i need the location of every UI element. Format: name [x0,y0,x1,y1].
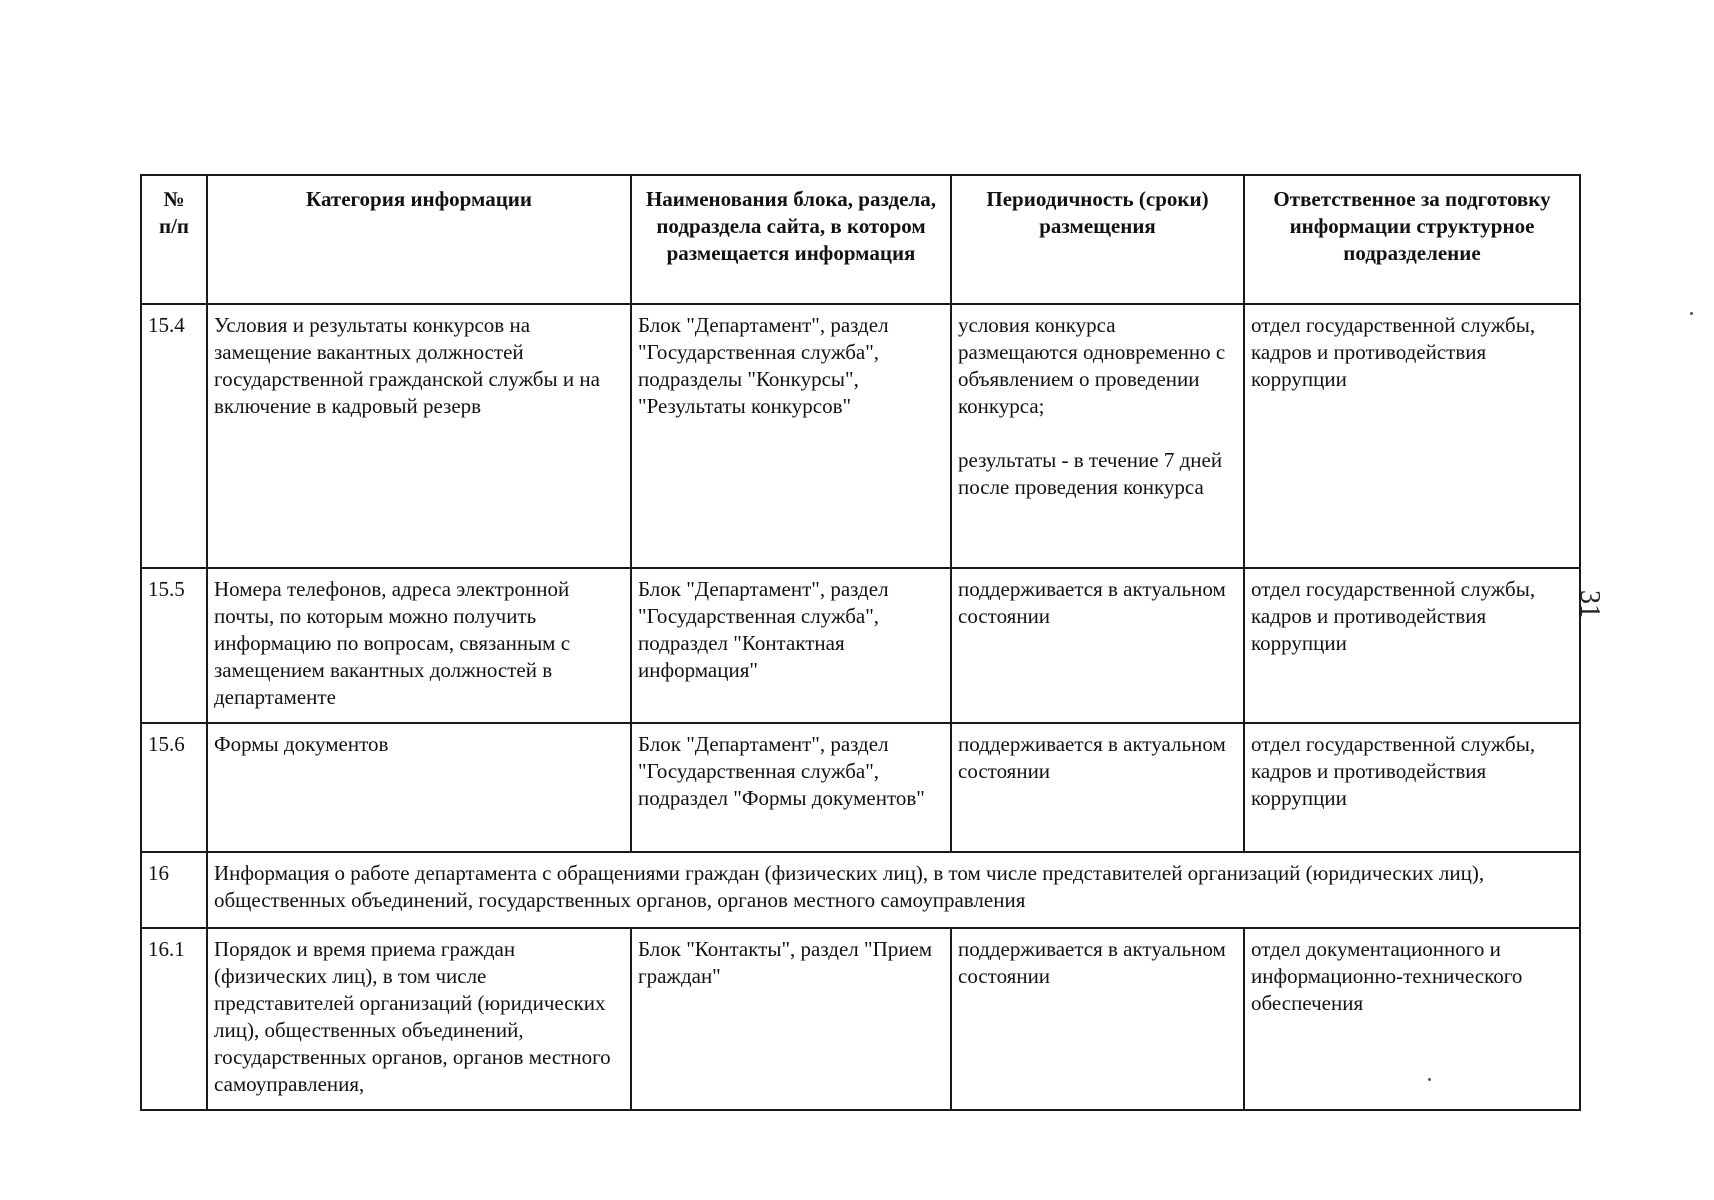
cell-section-title: Информация о работе департамента с обращениями граждан (физических лиц), в том числе представителей организаций (юридических лиц), общественных объединений, государственных органов, органов местного самоуправления [207,852,1580,928]
table-row [141,568,1580,723]
info-table [140,174,1581,1111]
cell-number: 16 [141,852,207,928]
cell-period: поддерживается в актуальном состоянии [951,568,1244,723]
cell-department: отдел государственной службы, кадров и противодействия коррупции [1244,304,1580,568]
cell-category: Условия и результаты конкурсов на замещение вакантных должностей государственной гражданской службы и на включение в кадровый резерв [207,304,631,568]
table-section-row [141,852,1580,928]
scan-speck [1690,312,1693,315]
scan-speck [1428,1078,1431,1081]
cell-period: условия конкурса размещаются одновременно с объявлением о проведении конкурса; результаты - в течение 7 дней после проведения конкурса [951,304,1244,568]
table-header-row [141,175,1580,304]
cell-department: отдел государственной службы, кадров и противодействия коррупции [1244,568,1580,723]
cell-number: 15.5 [141,568,207,723]
cell-number: 16.1 [141,928,207,1110]
header-category: Категория информации [207,175,631,304]
cell-period: поддерживается в актуальном состоянии [951,928,1244,1110]
header-department: Ответственное за подготовку информации структурное подразделение [1244,175,1580,304]
cell-department: отдел государственной службы, кадров и противодействия коррупции [1244,723,1580,852]
table-row [141,723,1580,852]
table-row [141,928,1580,1110]
cell-category: Формы документов [207,723,631,852]
header-period: Периодичность (сроки) размещения [951,175,1244,304]
cell-block: Блок "Контакты", раздел "Прием граждан" [631,928,951,1110]
cell-block: Блок "Департамент", раздел "Государственная служба", подразделы "Конкурсы", "Результаты конкурсов" [631,304,951,568]
cell-department: отдел документационного и информационно-технического обеспечения [1244,928,1580,1110]
cell-category: Номера телефонов, адреса электронной почты, по которым можно получить информацию по вопросам, связанным с замещением вакантных должностей в департаменте [207,568,631,723]
table-row [141,304,1580,568]
cell-block: Блок "Департамент", раздел "Государственная служба", подраздел "Формы документов" [631,723,951,852]
header-block: Наименования блока, раздела, подраздела сайта, в котором размещается информация [631,175,951,304]
cell-block: Блок "Департамент", раздел "Государственная служба", подраздел "Контактная информация" [631,568,951,723]
page-number: 31 [1574,590,1605,618]
header-number: № п/п [141,175,207,304]
cell-number: 15.4 [141,304,207,568]
cell-category: Порядок и время приема граждан (физических лиц), в том числе представителей организаций (юридических лиц), общественных объединений, государственных органов, органов местного самоуправления, [207,928,631,1110]
cell-number: 15.6 [141,723,207,852]
cell-period: поддерживается в актуальном состоянии [951,723,1244,852]
